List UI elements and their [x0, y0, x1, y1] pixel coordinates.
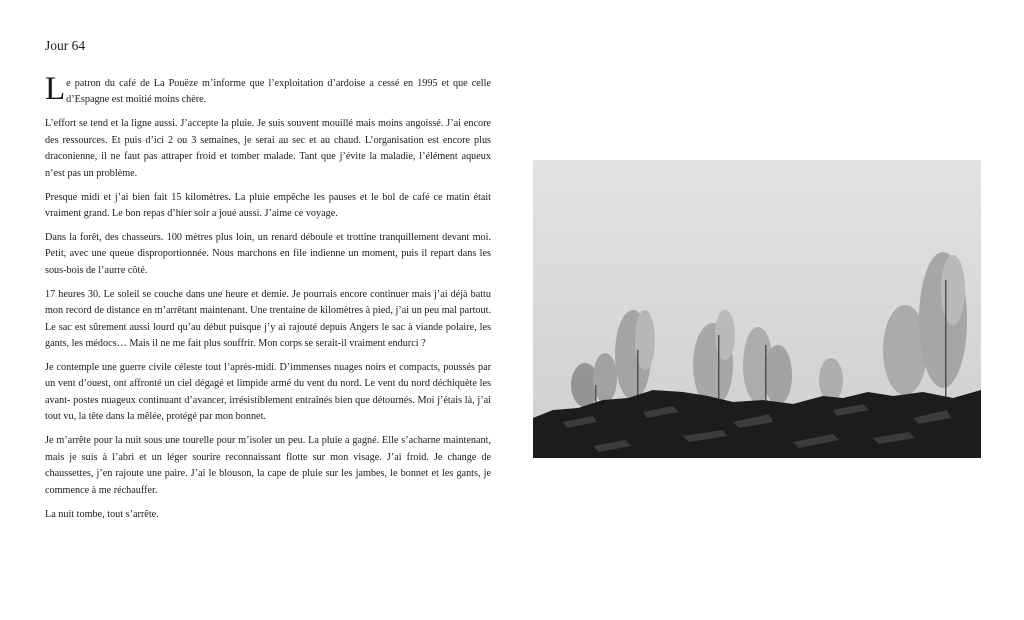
- landscape-photo: [533, 160, 981, 458]
- photo-illustration: [533, 160, 981, 458]
- page-title: Jour 64: [45, 38, 86, 53]
- body-text: [45, 71, 491, 523]
- paragraph-8: La nuit tombe, tout s’arrête.: [45, 508, 159, 520]
- drop-cap: L: [45, 71, 66, 107]
- paragraph-4: Dans la forêt, des chasseurs. 100 mètres plus loin, un renard déboule et trottine tranquillement devant moi. Petit, avec une queue disproportionnée. Nous marchons en file indienne un moment, puis il repart dans les sous-bois de l’aurre côté.: [45, 232, 491, 276]
- paragraph-5: 17 heures 30. Le soleil se couche dans une heure et demie. Je pourrais encore continuer mais j’ai déjà battu mon record de distance en m’arrêtant maintenant. Une trentaine de kilomètres à pied, j’ai un peu mal partout. Le sac est sûrement aussi lourd qu’au début puisque j’y ai rajouté depuis Angers le sac à viande polaire, les gants, les médocs… Mais il ne me fait plus souffrir. Mon corps se serait-il vraiment endurci ?: [45, 288, 491, 350]
- paragraph-1-text: e patron du café de La Pouëze m’informe que l’exploitation d’ardoise a cessé en 1995 et que celle d’Espagne est moitié moins chère.: [66, 78, 491, 106]
- paragraph-2: L’effort se tend et la ligne aussi. J’accepte la pluie. Je suis souvent mouillé mais moins angoissé. J’ai encore des ressources. Et puis d’ici 2 ou 3 semaines, je serai au sec et au chaud. L’organisation est encore plus draconienne, il ne faut pas attraper froid et tomber malade. Tant que j’évite la maladie, l’élément aqueux n’est pas un problème.: [45, 118, 491, 179]
- paragraph-7: Je m’arrête pour la nuit sous une tourelle pour m’isoler un peu. La pluie a gagné. Elle s’acharne maintenant, mais je suis à l’abri et un léger sourire reconnaissant flotte sur mon visage. J’ai froid. Je change de chaussettes, j’en rajoute une paire. J’ai le blouson, la cape de pluie sur les jambes, le bonnet et les gants, je commence à me réchauffer.: [45, 435, 491, 496]
- paragraph-1: [45, 71, 491, 109]
- paragraph-6: Je contemple une guerre civile céleste tout l’après-midi. D’immenses nuages noirs et compacts, poussés par un vent d’ouest, ont affronté un ciel dégagé et limpide armé du vent du nord. Le vent du nord déchiquète les avant- postes nuageux continuant d’avancer, irrésistiblement entraînés bien que détournés. Moi j’étais là, j’ai tout vu, la tête dans la mêlée, protégé par mon bonnet.: [45, 362, 491, 423]
- paragraph-3: Presque midi et j’ai bien fait 15 kilomètres. La pluie empêche les pauses et le bol de café ce matin était vraiment grand. Le bon repas d’hier soir a joué aussi. J’aime ce voyage.: [45, 191, 491, 220]
- tree: [819, 358, 843, 402]
- left-page: [45, 38, 491, 531]
